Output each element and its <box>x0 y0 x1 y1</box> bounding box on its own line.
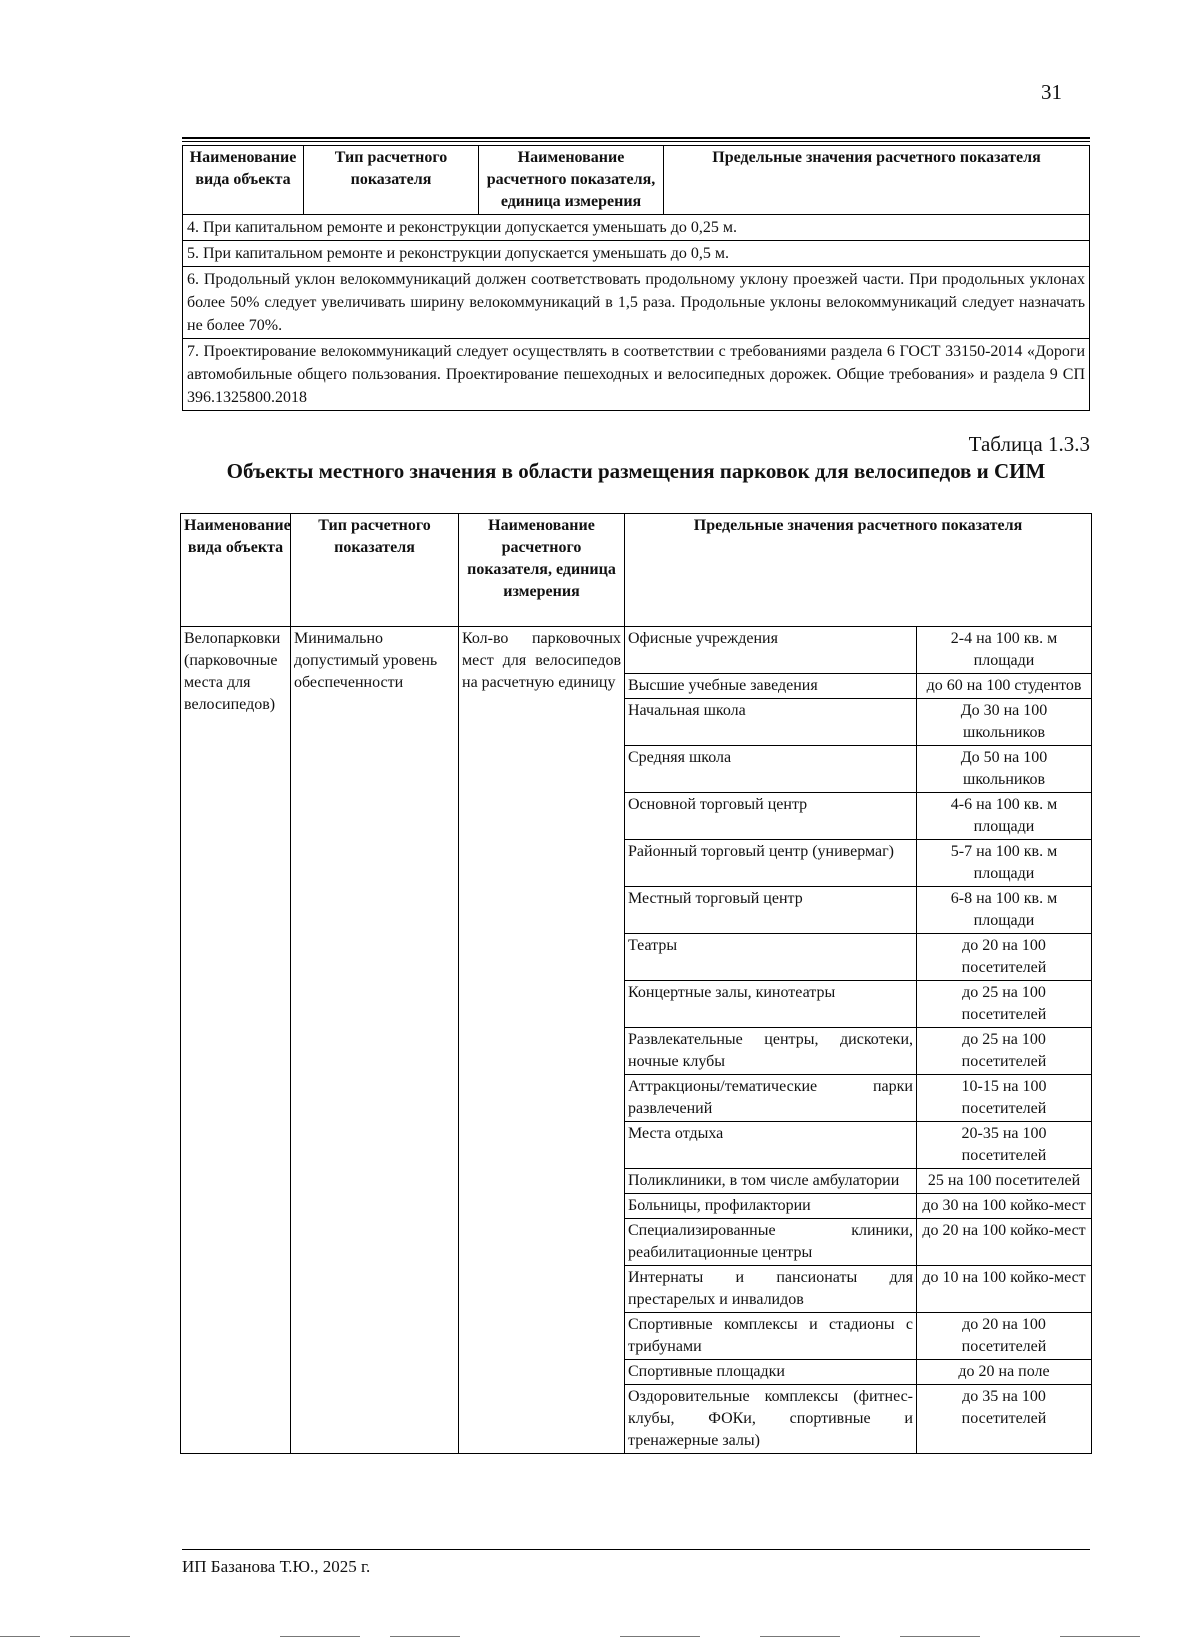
table-row <box>181 627 1092 674</box>
limit-value-cell: до 20 на поле <box>917 1360 1092 1385</box>
facility-cell: Спортивные площадки <box>625 1360 917 1385</box>
header-limit-values: Предельные значения расчетного показателя <box>664 146 1090 215</box>
facility-cell: Офисные учреждения <box>625 627 917 674</box>
limit-value-cell: До 50 на 100 школьников <box>917 746 1092 793</box>
limit-value-cell: до 20 на 100 посетителей <box>917 1313 1092 1360</box>
table-body <box>181 627 1092 1454</box>
note-6: 6. Продольный уклон велокоммуникаций должен соответствовать продольному уклону проезжей части. При продольных уклонах более 50% следует увеличивать ширину велокоммуникаций в 1,5 раза. Продольные уклоны велокоммуникаций следует назначать не более 70%. <box>183 267 1090 339</box>
facility-cell: Высшие учебные заведения <box>625 674 917 699</box>
limit-value-cell: до 30 на 100 койко-мест <box>917 1194 1092 1219</box>
limit-value-cell: 4-6 на 100 кв. м площади <box>917 793 1092 840</box>
continued-table <box>182 145 1090 411</box>
facility-cell: Поликлиники, в том числе амбулатории <box>625 1169 917 1194</box>
indicator-name-cell: Кол-во парковочных мест для велосипедов на расчетную единицу <box>459 627 625 1454</box>
facility-cell: Специализированные клиники, реабилитационные центры <box>625 1219 917 1266</box>
header-object-name: Наименование вида объекта <box>181 514 291 627</box>
facility-cell: Больницы, профилактории <box>625 1194 917 1219</box>
limit-value-cell: 20-35 на 100 посетителей <box>917 1122 1092 1169</box>
limit-value-cell: до 25 на 100 посетителей <box>917 1028 1092 1075</box>
note-5: 5. При капитальном ремонте и реконструкции допускается уменьшать до 0,5 м. <box>183 241 1090 267</box>
header-rule <box>182 137 1090 139</box>
facility-cell: Интернаты и пансионаты для престарелых и инвалидов <box>625 1266 917 1313</box>
scan-edge-mark <box>1060 1636 1140 1637</box>
facility-cell: Средняя школа <box>625 746 917 793</box>
facility-cell: Районный торговый центр (универмаг) <box>625 840 917 887</box>
facility-cell: Местный торговый центр <box>625 887 917 934</box>
facility-cell: Места отдыха <box>625 1122 917 1169</box>
header-indicator-type: Тип расчетного показателя <box>304 146 479 215</box>
limit-value-cell: 6-8 на 100 кв. м площади <box>917 887 1092 934</box>
limit-value-cell: до 20 на 100 посетителей <box>917 934 1092 981</box>
limit-value-cell: 25 на 100 посетителей <box>917 1169 1092 1194</box>
header-indicator-type: Тип расчетного показателя <box>291 514 459 627</box>
limit-value-cell: до 35 на 100 посетителей <box>917 1385 1092 1454</box>
header-indicator-name: Наименование расчетного показателя, единица измерения <box>459 514 625 627</box>
note-7: 7. Проектирование велокоммуникаций следует осуществлять в соответствии с требованиями раздела 6 ГОСТ 33150-2014 «Дороги автомобильные общего пользования. Проектирование пешеходных и велосипедных дорожек. Общие требования» и раздела 9 СП 396.1325800.2018 <box>183 339 1090 411</box>
header-limit-values: Предельные значения расчетного показателя <box>625 514 1092 627</box>
header-object-name: Наименование вида объекта <box>183 146 304 215</box>
limit-value-cell: до 60 на 100 студентов <box>917 674 1092 699</box>
header-indicator-name: Наименование расчетного показателя, единица измерения <box>479 146 664 215</box>
scan-edge-mark <box>280 1636 360 1637</box>
table-title: Объекты местного значения в области размещения парковок для велосипедов и СИМ <box>226 459 1046 483</box>
limit-value-cell: до 20 на 100 койко-мест <box>917 1219 1092 1266</box>
limit-value-cell: 2-4 на 100 кв. м площади <box>917 627 1092 674</box>
facility-cell: Театры <box>625 934 917 981</box>
facility-cell: Развлекательные центры, дискотеки, ночные клубы <box>625 1028 917 1075</box>
scan-edge-mark <box>0 1636 40 1637</box>
scan-edge-mark <box>620 1636 700 1637</box>
limit-value-cell: До 30 на 100 школьников <box>917 699 1092 746</box>
limit-value-cell: 10-15 на 100 посетителей <box>917 1075 1092 1122</box>
footer-rule <box>182 1549 1090 1550</box>
table-header-row <box>181 514 1092 627</box>
facility-cell: Аттракционы/тематические парки развлечений <box>625 1075 917 1122</box>
note-4: 4. При капитальном ремонте и реконструкции допускается уменьшать до 0,25 м. <box>183 215 1090 241</box>
facility-cell: Оздоровительные комплексы (фитнес-клубы, ФОКи, спортивные и тренажерные залы) <box>625 1385 917 1454</box>
footer-text: ИП Базанова Т.Ю., 2025 г. <box>182 1557 371 1576</box>
object-name-cell: Велопарковки (парковочные места для велосипедов) <box>181 627 291 1454</box>
scan-edge-mark <box>70 1636 130 1637</box>
limit-value-cell: до 10 на 100 койко-мест <box>917 1266 1092 1313</box>
scan-edge-mark <box>760 1636 840 1637</box>
scan-edge-mark <box>390 1636 460 1637</box>
bicycle-parking-table <box>180 513 1092 1454</box>
indicator-type-cell: Минимально допустимый уровень обеспеченности <box>291 627 459 1454</box>
scan-edge-mark <box>900 1636 980 1637</box>
facility-cell: Основной торговый центр <box>625 793 917 840</box>
facility-cell: Концертные залы, кинотеатры <box>625 981 917 1028</box>
table-caption: Таблица 1.3.3 <box>968 432 1090 456</box>
limit-value-cell: 5-7 на 100 кв. м площади <box>917 840 1092 887</box>
limit-value-cell: до 25 на 100 посетителей <box>917 981 1092 1028</box>
table-header-row <box>183 146 1090 215</box>
header-rule-thin <box>182 141 1090 142</box>
facility-cell: Начальная школа <box>625 699 917 746</box>
page-number: 31 <box>1041 80 1062 104</box>
facility-cell: Спортивные комплексы и стадионы с трибунами <box>625 1313 917 1360</box>
